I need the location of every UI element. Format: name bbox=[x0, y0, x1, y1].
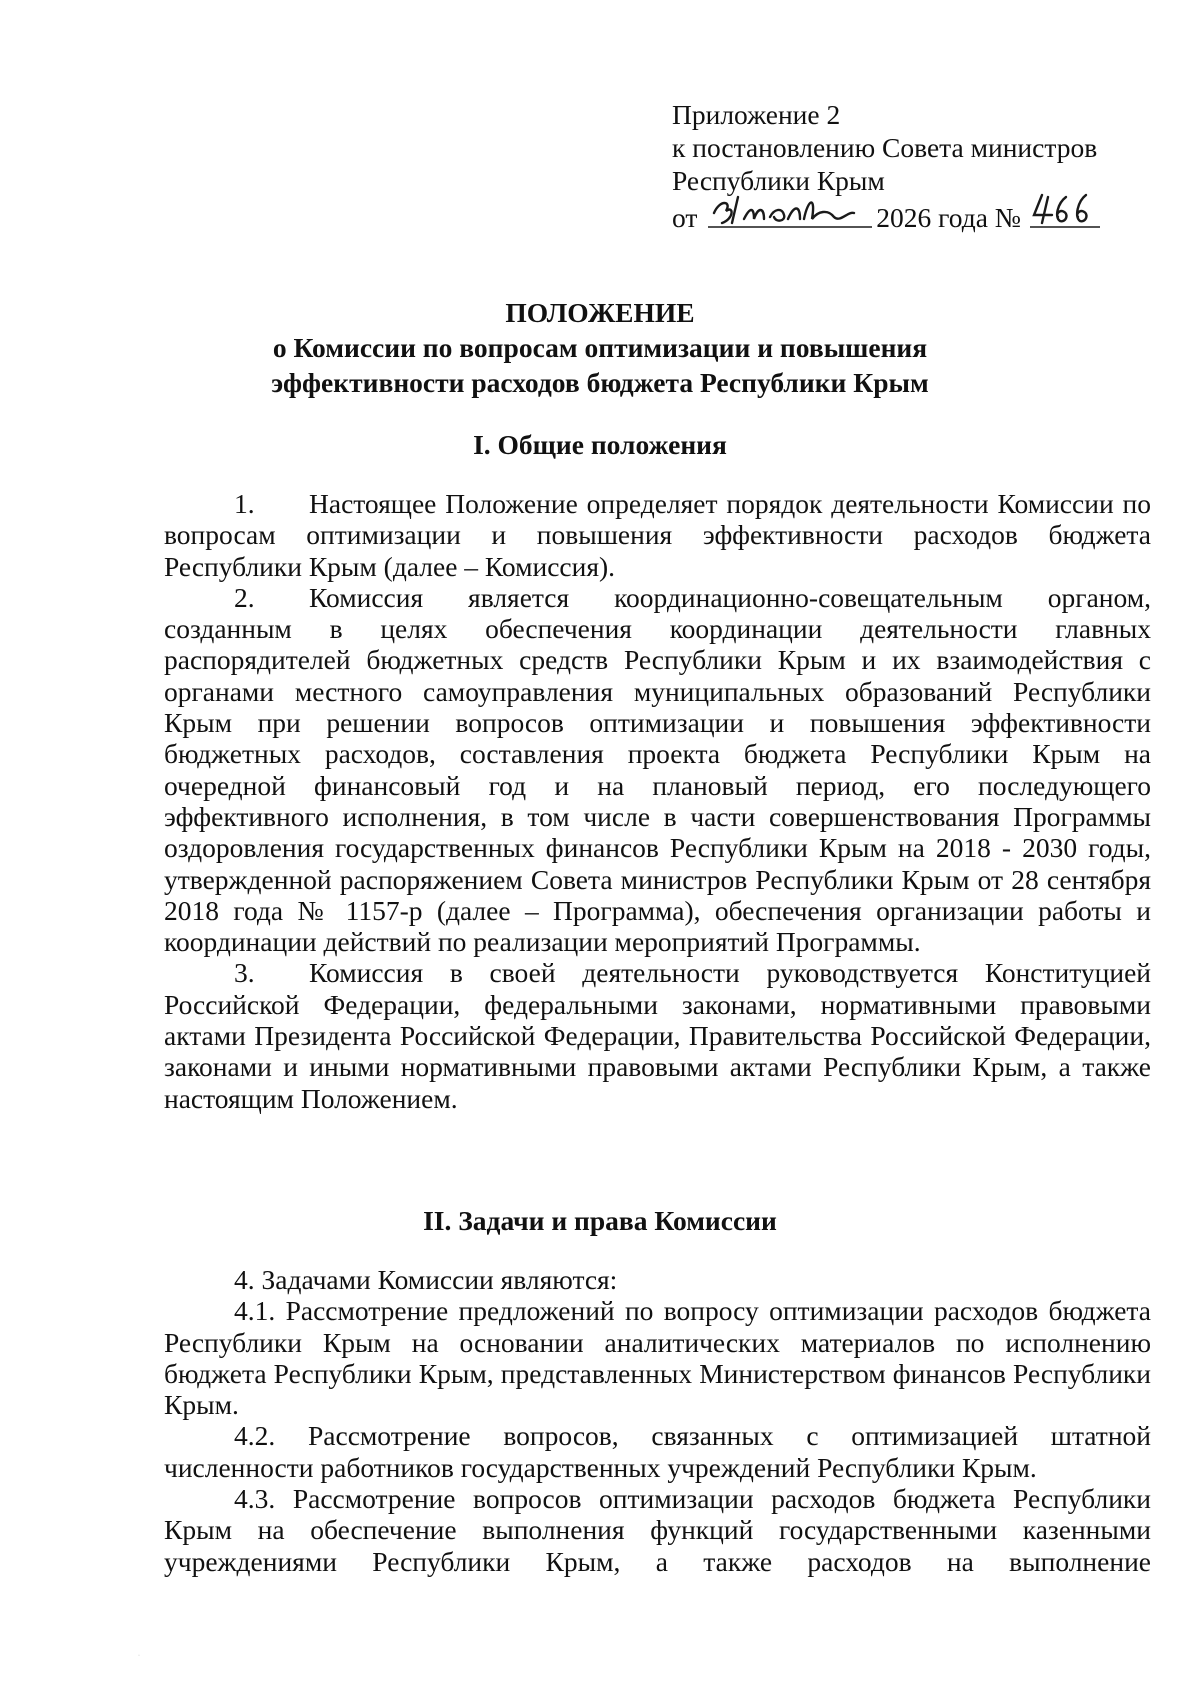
paragraph-4-2: 4.2. Рассмотрение вопросов, связанных с оптимизацией штатной численности работников государственных учреждений Республики Крым. bbox=[164, 1420, 1151, 1483]
handwritten-date bbox=[704, 197, 876, 227]
paragraph-1-text: Настоящее Положение определяет порядок деятельности Комиссии по вопросам оптимизации и повышения эффективности расходов бюджета Республики Крым (далее – Комиссия). bbox=[164, 488, 1151, 582]
paragraph-2-text: Комиссия является координационно-совещательным органом, созданным в целях обеспечения координации деятельности главных распорядителей бюджетных средств Республики Крым и их взаимодействия с органами местного самоуправления муниципальных образований Республики Крым при решении вопросов оптимизации и повышения эффективности бюджетных расходов, составления проекта бюджета Республики Крым на очередной финансовый год и на плановый период, его последующего эффективного исполнения, в том числе в части совершенствования Программы оздоровления государственных финансов Республики Крым на 2018 - 2030 годы, утвержденной распоряжением Совета министров Республики Крым от 28 сентября 2018 года № 1157-р (далее – Программа), обеспечения организации работы и координации действий по реализации мероприятий Программы. bbox=[164, 581, 1151, 958]
section-2-heading: II. Задачи и права Комиссии bbox=[423, 1205, 777, 1236]
paragraph-2 bbox=[164, 582, 1151, 958]
scan-dot: · bbox=[138, 1653, 140, 1659]
paragraph-3 bbox=[164, 957, 1151, 1113]
date-year-text: 2026 года № bbox=[876, 202, 1022, 233]
handwritten-number bbox=[1028, 197, 1102, 227]
section-1-heading: I. Общие положения bbox=[473, 429, 727, 460]
annex-date-line bbox=[672, 197, 1102, 234]
annex-line-3: Республики Крым bbox=[672, 165, 885, 196]
paragraph-2-number: 2. bbox=[234, 581, 255, 613]
section-2-body bbox=[164, 1264, 1151, 1577]
paragraph-4-3: 4.3. Рассмотрение вопросов оптимизации расходов бюджета Республики Крым на обеспечение выполнения функций государственными казенными учреждениями Республики Крым, а также расходов на выполнение bbox=[164, 1483, 1151, 1577]
annex-line-1: Приложение 2 bbox=[672, 99, 841, 130]
paragraph-1 bbox=[164, 488, 1151, 582]
document-subtitle-line-1: о Комиссии по вопросам оптимизации и повышения bbox=[272, 332, 928, 363]
handwritten-date-signature bbox=[704, 189, 876, 233]
annex-line-2: к постановлению Совета министров bbox=[672, 132, 1098, 163]
date-prefix: от bbox=[672, 202, 698, 233]
paragraph-3-number: 3. bbox=[234, 957, 255, 989]
paragraph-4-1: 4.1. Рассмотрение предложений по вопросу оптимизации расходов бюджета Республики Крым на основании аналитических материалов по исполнению бюджета Республики Крым, представленных Министерством финансов Республики Крым. bbox=[164, 1295, 1151, 1421]
paragraph-4-intro: 4. Задачами Комиссии являются: bbox=[234, 1264, 618, 1295]
section-1-body bbox=[164, 488, 1151, 1114]
paragraph-3-text: Комиссия в своей деятельности руководствуется Конституцией Российской Федерации, федеральными законами, нормативными правовыми актами Президента Российской Федерации, Правительства Российской Федерации, законами и иными нормативными правовыми актами Республики Крым, а также настоящим Положением. bbox=[164, 957, 1151, 1114]
annex-header bbox=[672, 98, 1102, 234]
paragraph-1-number: 1. bbox=[234, 488, 255, 519]
handwritten-number-signature bbox=[1028, 189, 1102, 233]
document-subtitle-line-2: эффективности расходов бюджета Республики Крым bbox=[271, 367, 929, 398]
document-title: ПОЛОЖЕНИЕ bbox=[505, 297, 695, 328]
